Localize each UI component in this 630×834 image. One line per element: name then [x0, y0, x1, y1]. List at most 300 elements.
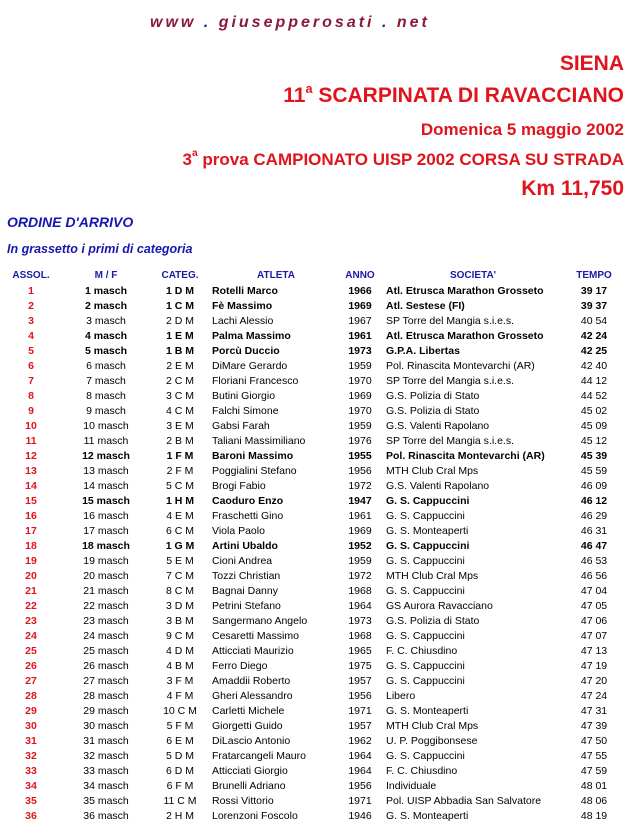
position-cell: 28: [25, 690, 37, 702]
time-cell: 44 12: [580, 375, 608, 387]
gender-rank-cell: 1 masch: [84, 285, 128, 297]
time-cell: 47 13: [580, 645, 608, 657]
athlete-cell: Rossi Vittorio: [212, 795, 274, 807]
year-cell: 1965: [348, 645, 372, 657]
gender-rank-cell: 11 masch: [83, 435, 129, 447]
position-cell: 7: [28, 375, 34, 387]
category-cell: 6 D M: [165, 765, 194, 777]
club-cell: G. S. Cappuccini: [386, 585, 465, 597]
table-row: [0, 434, 620, 449]
round-number: 3: [182, 150, 192, 169]
athlete-cell: Fraschetti Gino: [212, 510, 284, 522]
athlete-cell: Atticciati Giorgio: [212, 765, 288, 777]
position-cell: 36: [25, 810, 37, 822]
table-row: [0, 464, 620, 479]
category-cell: 2 D M: [165, 315, 194, 327]
position-cell: 9: [28, 405, 34, 417]
site-url-part2: giusepperosati: [218, 14, 375, 31]
year-cell: 1971: [348, 705, 372, 717]
athlete-cell: Lachi Alessio: [212, 315, 274, 327]
table-row: [0, 644, 620, 659]
time-cell: 42 40: [580, 360, 608, 372]
table-row: [0, 284, 620, 299]
year-cell: 1970: [348, 405, 372, 417]
position-cell: 16: [25, 510, 37, 522]
position-cell: 23: [25, 615, 37, 627]
club-cell: Pol. Rinascita Montevarchi (AR): [386, 450, 545, 462]
time-cell: 48 19: [580, 810, 608, 822]
time-cell: 47 31: [580, 705, 608, 717]
athlete-cell: Baroni Massimo: [212, 450, 294, 462]
year-cell: 1969: [348, 525, 372, 537]
position-cell: 13: [25, 465, 37, 477]
year-cell: 1959: [348, 360, 372, 372]
category-cell: 5 D M: [165, 750, 194, 762]
table-row: [0, 689, 620, 704]
gender-rank-cell: 3 masch: [86, 315, 126, 327]
city-title: SIENA: [559, 52, 624, 75]
gender-rank-cell: 35 masch: [83, 795, 129, 807]
position-cell: 5: [28, 345, 34, 357]
athlete-cell: Fè Massimo: [212, 300, 273, 312]
category-cell: 3 B M: [166, 615, 194, 627]
club-cell: GS Aurora Ravacciano: [386, 600, 493, 612]
category-cell: 4 B M: [166, 660, 194, 672]
club-cell: Atl. Sestese (FI): [386, 300, 465, 312]
table-row: [0, 749, 620, 764]
col-categ: CATEG.: [161, 269, 199, 281]
club-cell: G. S. Cappuccini: [386, 675, 465, 687]
club-cell: F. C. Chiusdino: [386, 645, 458, 657]
category-cell: 5 E M: [166, 555, 194, 567]
year-cell: 1956: [348, 465, 372, 477]
table-row: [0, 344, 620, 359]
category-cell: 4 F M: [166, 690, 194, 702]
table-row: [0, 359, 620, 374]
year-cell: 1968: [348, 630, 372, 642]
time-cell: 45 59: [580, 465, 608, 477]
athlete-cell: Falchi Simone: [212, 405, 279, 417]
category-cell: 7 C M: [165, 570, 194, 582]
category-cell: 3 F M: [166, 675, 194, 687]
club-cell: G. S. Cappuccini: [386, 495, 470, 507]
category-cell: 1 F M: [166, 450, 194, 462]
time-cell: 40 54: [580, 315, 608, 327]
table-row: [0, 539, 620, 554]
table-row: [0, 584, 620, 599]
category-cell: 1 C M: [165, 300, 194, 312]
col-assol: ASSOL.: [12, 269, 50, 281]
category-cell: 3 E M: [166, 420, 194, 432]
category-cell: 6 F M: [166, 780, 194, 792]
table-row: [0, 524, 620, 539]
position-cell: 19: [25, 555, 37, 567]
time-cell: 47 50: [580, 735, 608, 747]
category-cell: 2 C M: [165, 375, 194, 387]
gender-rank-cell: 9 masch: [86, 405, 126, 417]
time-cell: 46 56: [580, 570, 608, 582]
club-cell: U. P. Poggibonsese: [386, 735, 478, 747]
year-cell: 1957: [348, 720, 372, 732]
club-cell: Pol. Rinascita Montevarchi (AR): [386, 360, 535, 372]
year-cell: 1975: [348, 660, 372, 672]
athlete-cell: Petrini Stefano: [212, 600, 281, 612]
club-cell: MTH Club Cral Mps: [386, 465, 479, 477]
gender-rank-cell: 4 masch: [84, 330, 128, 342]
club-cell: G. S. Cappuccini: [386, 540, 470, 552]
championship-round: [183, 150, 625, 170]
athlete-cell: Brunelli Adriano: [212, 780, 286, 792]
site-url-dot: .: [374, 14, 397, 31]
position-cell: 4: [28, 330, 34, 342]
position-cell: 14: [25, 480, 37, 492]
site-url-dot: .: [196, 14, 219, 31]
table-row: [0, 494, 620, 509]
category-cell: 3 C M: [165, 390, 194, 402]
athlete-cell: Ferro Diego: [212, 660, 268, 672]
category-cell: 4 D M: [165, 645, 194, 657]
athlete-cell: Poggialini Stefano: [212, 465, 297, 477]
gender-rank-cell: 21 masch: [83, 585, 129, 597]
athlete-cell: Rotelli Marco: [212, 285, 278, 297]
gender-rank-cell: 13 masch: [83, 465, 129, 477]
site-url-part1: www: [150, 14, 197, 31]
club-cell: Atl. Etrusca Marathon Grosseto: [386, 330, 544, 342]
race-title: [283, 84, 624, 108]
table-row: [0, 419, 620, 434]
club-cell: F. C. Chiusdino: [386, 765, 458, 777]
table-row: [0, 299, 620, 314]
athlete-cell: Floriani Francesco: [212, 375, 299, 387]
athlete-cell: Artini Ubaldo: [212, 540, 278, 552]
time-cell: 47 55: [580, 750, 608, 762]
position-cell: 22: [25, 600, 37, 612]
table-row: [0, 764, 620, 779]
table-header: [0, 266, 620, 284]
table-row: [0, 794, 620, 809]
position-cell: 3: [28, 315, 34, 327]
year-cell: 1973: [348, 345, 372, 357]
year-cell: 1969: [348, 300, 372, 312]
category-cell: 1 B M: [165, 345, 194, 357]
category-cell: 1 D M: [165, 285, 194, 297]
edition-suffix: a: [305, 82, 313, 96]
athlete-cell: Cesaretti Massimo: [212, 630, 299, 642]
gender-rank-cell: 27 masch: [83, 675, 129, 687]
year-cell: 1956: [348, 780, 372, 792]
position-cell: 12: [25, 450, 37, 462]
club-cell: G. S. Cappuccini: [386, 630, 465, 642]
athlete-cell: Butini Giorgio: [212, 390, 276, 402]
table-row: [0, 614, 620, 629]
time-cell: 47 20: [580, 675, 608, 687]
time-cell: 47 19: [580, 660, 608, 672]
gender-rank-cell: 31 masch: [83, 735, 129, 747]
gender-rank-cell: 23 masch: [83, 615, 129, 627]
category-cell: 10 C M: [163, 705, 197, 717]
gender-rank-cell: 10 masch: [83, 420, 129, 432]
club-cell: Atl. Etrusca Marathon Grosseto: [386, 285, 544, 297]
gender-rank-cell: 33 masch: [83, 765, 129, 777]
club-cell: G.S. Valenti Rapolano: [386, 480, 490, 492]
gender-rank-cell: 25 masch: [83, 645, 129, 657]
category-cell: 5 F M: [166, 720, 194, 732]
time-cell: 45 02: [580, 405, 608, 417]
time-cell: 47 59: [580, 765, 608, 777]
position-cell: 8: [28, 390, 34, 402]
col-anno: ANNO: [345, 269, 375, 281]
time-cell: 47 06: [580, 615, 608, 627]
position-cell: 26: [25, 660, 37, 672]
year-cell: 1959: [348, 555, 372, 567]
athlete-cell: Atticciati Maurizio: [212, 645, 294, 657]
athlete-cell: Lorenzoni Foscolo: [212, 810, 298, 822]
category-cell: 1 G M: [165, 540, 195, 552]
category-cell: 9 C M: [165, 630, 194, 642]
table-row: [0, 554, 620, 569]
club-cell: G.S. Valenti Rapolano: [386, 420, 490, 432]
col-tempo: TEMPO: [576, 269, 612, 281]
position-cell: 1: [28, 285, 34, 297]
time-cell: 46 12: [580, 495, 608, 507]
year-cell: 1964: [348, 600, 372, 612]
table-row: [0, 779, 620, 794]
time-cell: 46 53: [580, 555, 608, 567]
table-row: [0, 704, 620, 719]
club-cell: G. S. Cappuccini: [386, 750, 465, 762]
time-cell: 47 24: [580, 690, 608, 702]
gender-rank-cell: 16 masch: [83, 510, 129, 522]
category-cell: 4 C M: [165, 405, 194, 417]
club-cell: Libero: [386, 690, 416, 702]
athlete-cell: Gabsi Farah: [212, 420, 270, 432]
gender-rank-cell: 30 masch: [83, 720, 129, 732]
position-cell: 33: [25, 765, 37, 777]
table-row: [0, 449, 620, 464]
club-cell: G. S. Cappuccini: [386, 660, 465, 672]
athlete-cell: Giorgetti Guido: [212, 720, 283, 732]
time-cell: 47 05: [580, 600, 608, 612]
club-cell: G.P.A. Libertas: [386, 345, 460, 357]
club-cell: G. S. Monteaperti: [386, 810, 469, 822]
year-cell: 1961: [348, 330, 372, 342]
position-cell: 11: [25, 435, 37, 447]
table-row: [0, 629, 620, 644]
club-cell: G.S. Polizia di Stato: [386, 405, 480, 417]
position-cell: 29: [25, 705, 37, 717]
year-cell: 1961: [348, 510, 372, 522]
position-cell: 2: [28, 300, 34, 312]
athlete-cell: Caoduro Enzo: [212, 495, 284, 507]
table-row: [0, 569, 620, 584]
table-row: [0, 719, 620, 734]
time-cell: 46 09: [580, 480, 608, 492]
time-cell: 47 04: [580, 585, 608, 597]
table-row: [0, 314, 620, 329]
athlete-cell: Palma Massimo: [212, 330, 291, 342]
time-cell: 47 39: [580, 720, 608, 732]
position-cell: 24: [25, 630, 37, 642]
table-row: [0, 389, 620, 404]
table-row: [0, 509, 620, 524]
category-cell: 6 C M: [165, 525, 194, 537]
gender-rank-cell: 8 masch: [86, 390, 126, 402]
year-cell: 1969: [348, 390, 372, 402]
section-title: ORDINE D'ARRIVO: [7, 214, 134, 230]
site-url[interactable]: [150, 14, 430, 32]
gender-rank-cell: 34 masch: [83, 780, 129, 792]
year-cell: 1968: [348, 585, 372, 597]
club-cell: G. S. Monteaperti: [386, 525, 469, 537]
year-cell: 1955: [348, 450, 372, 462]
position-cell: 27: [25, 675, 37, 687]
year-cell: 1972: [348, 570, 372, 582]
time-cell: 42 24: [580, 330, 608, 342]
position-cell: 20: [25, 570, 37, 582]
gender-rank-cell: 20 masch: [83, 570, 129, 582]
athlete-cell: Brogi Fabio: [212, 480, 266, 492]
athlete-cell: Porcù Duccio: [212, 345, 280, 357]
gender-rank-cell: 28 masch: [83, 690, 129, 702]
gender-rank-cell: 32 masch: [83, 750, 129, 762]
year-cell: 1972: [348, 480, 372, 492]
position-cell: 35: [25, 795, 37, 807]
club-cell: Individuale: [386, 780, 437, 792]
athlete-cell: Viola Paolo: [212, 525, 265, 537]
year-cell: 1959: [348, 420, 372, 432]
time-cell: 44 52: [580, 390, 608, 402]
gender-rank-cell: 36 masch: [83, 810, 129, 822]
position-cell: 21: [25, 585, 37, 597]
category-cell: 2 B M: [166, 435, 194, 447]
site-url-part3: net: [396, 14, 430, 31]
position-cell: 31: [25, 735, 37, 747]
time-cell: 39 17: [580, 285, 608, 297]
year-cell: 1966: [348, 285, 372, 297]
gender-rank-cell: 19 masch: [83, 555, 129, 567]
gender-rank-cell: 24 masch: [83, 630, 129, 642]
gender-rank-cell: 18 masch: [82, 540, 130, 552]
race-name: SCARPINATA DI RAVACCIANO: [318, 84, 624, 107]
table-row: [0, 404, 620, 419]
year-cell: 1970: [348, 375, 372, 387]
year-cell: 1957: [348, 675, 372, 687]
club-cell: G. S. Cappuccini: [386, 510, 465, 522]
athlete-cell: Amaddii Roberto: [212, 675, 291, 687]
athlete-cell: Tozzi Christian: [212, 570, 281, 582]
category-cell: 1 E M: [166, 330, 194, 342]
position-cell: 34: [25, 780, 37, 792]
athlete-cell: Taliani Massimiliano: [212, 435, 306, 447]
table-row: [0, 329, 620, 344]
round-text: prova CAMPIONATO UISP 2002 CORSA SU STRADA: [202, 150, 624, 169]
year-cell: 1952: [348, 540, 372, 552]
position-cell: 18: [25, 540, 37, 552]
club-cell: G. S. Cappuccini: [386, 555, 465, 567]
category-cell: 5 C M: [165, 480, 194, 492]
position-cell: 10: [25, 420, 37, 432]
category-cell: 11 C M: [163, 795, 197, 807]
athlete-cell: Bagnai Danny: [212, 585, 278, 597]
table-row: [0, 374, 620, 389]
table-row: [0, 809, 620, 824]
col-atleta: ATLETA: [257, 269, 295, 281]
club-cell: MTH Club Cral Mps: [386, 570, 479, 582]
time-cell: 46 29: [580, 510, 608, 522]
category-cell: 1 H M: [165, 495, 194, 507]
year-cell: 1947: [348, 495, 372, 507]
athlete-cell: Sangermano Angelo: [212, 615, 308, 627]
table-row: [0, 734, 620, 749]
time-cell: 45 39: [580, 450, 608, 462]
club-cell: MTH Club Cral Mps: [386, 720, 479, 732]
round-suffix: a: [191, 148, 198, 159]
position-cell: 15: [25, 495, 37, 507]
table-row: [0, 599, 620, 614]
club-cell: SP Torre del Mangia s.i.e.s.: [386, 375, 515, 387]
time-cell: 48 06: [580, 795, 608, 807]
club-cell: G.S. Polizia di Stato: [386, 615, 480, 627]
position-cell: 30: [25, 720, 37, 732]
bold-note: In grassetto i primi di categoria: [7, 242, 193, 256]
race-distance: Km 11,750: [521, 177, 624, 200]
year-cell: 1962: [348, 735, 372, 747]
gender-rank-cell: 5 masch: [84, 345, 128, 357]
category-cell: 4 E M: [166, 510, 194, 522]
athlete-cell: Carletti Michele: [212, 705, 285, 717]
year-cell: 1973: [348, 615, 372, 627]
table-row: [0, 674, 620, 689]
category-cell: 2 F M: [166, 465, 194, 477]
athlete-cell: Cioni Andrea: [212, 555, 273, 567]
gender-rank-cell: 2 masch: [84, 300, 128, 312]
category-cell: 2 H M: [165, 810, 194, 822]
col-mf: M / F: [94, 269, 118, 281]
gender-rank-cell: 29 masch: [83, 705, 129, 717]
year-cell: 1971: [348, 795, 372, 807]
year-cell: 1946: [348, 810, 372, 822]
year-cell: 1967: [348, 315, 372, 327]
year-cell: 1964: [348, 750, 372, 762]
position-cell: 32: [25, 750, 37, 762]
athlete-cell: Gheri Alessandro: [212, 690, 293, 702]
gender-rank-cell: 14 masch: [83, 480, 129, 492]
athlete-cell: DiMare Gerardo: [212, 360, 288, 372]
athlete-cell: Fratarcangeli Mauro: [212, 750, 306, 762]
position-cell: 6: [28, 360, 34, 372]
time-cell: 46 47: [580, 540, 608, 552]
club-cell: SP Torre del Mangia s.i.e.s.: [386, 435, 515, 447]
position-cell: 17: [25, 525, 37, 537]
edition-number: 11: [283, 84, 306, 107]
time-cell: 48 01: [580, 780, 608, 792]
time-cell: 47 07: [580, 630, 608, 642]
category-cell: 2 E M: [166, 360, 194, 372]
col-societa: SOCIETA': [449, 269, 497, 281]
club-cell: SP Torre del Mangia s.i.e.s.: [386, 315, 515, 327]
table-row: [0, 479, 620, 494]
gender-rank-cell: 6 masch: [86, 360, 126, 372]
gender-rank-cell: 22 masch: [83, 600, 129, 612]
category-cell: 6 E M: [166, 735, 194, 747]
results-table: [0, 266, 620, 824]
time-cell: 45 09: [580, 420, 608, 432]
time-cell: 39 37: [580, 300, 608, 312]
table-row: [0, 659, 620, 674]
club-cell: Pol. UISP Abbadia San Salvatore: [386, 795, 542, 807]
race-date: Domenica 5 maggio 2002: [420, 120, 624, 139]
category-cell: 3 D M: [165, 600, 194, 612]
